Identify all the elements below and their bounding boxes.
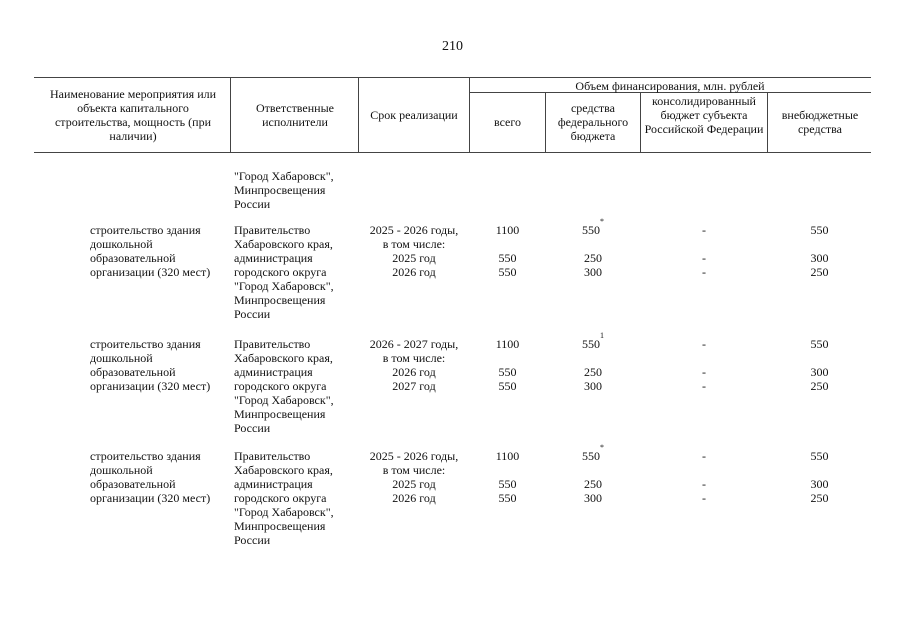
row-total: 1100 550 550 bbox=[495, 449, 520, 505]
header-period: Срок реализации bbox=[370, 108, 458, 122]
row-period: 2025 - 2026 годы, в том числе: 2025 год 2026 год bbox=[369, 223, 459, 279]
header-divider bbox=[767, 92, 768, 152]
row-federal: $550^1$ 250 300 bbox=[582, 331, 604, 393]
header-total: всего bbox=[493, 115, 522, 129]
header-divider bbox=[358, 77, 359, 152]
header-divider bbox=[545, 92, 546, 152]
row-extra: 550 300 250 bbox=[810, 223, 829, 279]
footnote-mark: 1 bbox=[600, 331, 604, 340]
row-federal: 550* 250 300 bbox=[582, 443, 604, 505]
row-name: строительство здания дошкольной образовательной организации (320 мест) bbox=[90, 449, 211, 505]
row-federal: 550* 250 300 bbox=[582, 217, 604, 279]
header-responsible: Ответственные исполнители bbox=[256, 101, 334, 129]
footnote-mark: * bbox=[600, 217, 604, 226]
header-extra: внебюджетные средства bbox=[781, 108, 859, 136]
row-consolidated: - - - bbox=[702, 223, 706, 279]
row-responsible: Правительство Хабаровского края, администрация городского округа "Город Хабаровск", Минпросвещения России bbox=[234, 337, 334, 435]
header-bottom-border bbox=[34, 152, 871, 153]
row-period: 2025 - 2026 годы, в том числе: 2025 год 2026 год bbox=[369, 449, 459, 505]
row-responsible: Правительство Хабаровского края, администрация городского округа "Город Хабаровск", Минпросвещения России bbox=[234, 449, 334, 547]
row-name: строительство здания дошкольной образовательной организации (320 мест) bbox=[90, 223, 211, 279]
header-consolidated: консолидированный бюджет субъекта Российской Федерации bbox=[644, 94, 764, 136]
row-period: 2026 - 2027 годы, в том числе: 2026 год 2027 год bbox=[369, 337, 459, 393]
row-responsible: Правительство Хабаровского края, администрация городского округа "Город Хабаровск", Минпросвещения России bbox=[234, 223, 334, 321]
row-name: строительство здания дошкольной образовательной организации (320 мест) bbox=[90, 337, 211, 393]
header-divider bbox=[640, 92, 641, 152]
row-extra: 550 300 250 bbox=[810, 337, 829, 393]
carryover-responsible: "Город Хабаровск", Минпросвещения России bbox=[234, 169, 334, 211]
row-total: 1100 550 550 bbox=[495, 337, 520, 393]
header-federal: средства федерального бюджета bbox=[557, 101, 629, 143]
row-total: 1100 550 550 bbox=[495, 223, 520, 279]
row-consolidated: - - - bbox=[702, 449, 706, 505]
header-divider bbox=[230, 77, 231, 152]
header-name: Наименование мероприятия или объекта капитального строительства, мощность (при наличии) bbox=[49, 87, 217, 143]
table-top-border bbox=[34, 77, 871, 78]
footnote-mark: * bbox=[600, 443, 604, 452]
header-funding: Объем финансирования, млн. рублей bbox=[575, 79, 765, 93]
row-extra: 550 300 250 bbox=[810, 449, 829, 505]
page-number: 210 bbox=[442, 39, 463, 54]
row-consolidated: - - - bbox=[702, 337, 706, 393]
